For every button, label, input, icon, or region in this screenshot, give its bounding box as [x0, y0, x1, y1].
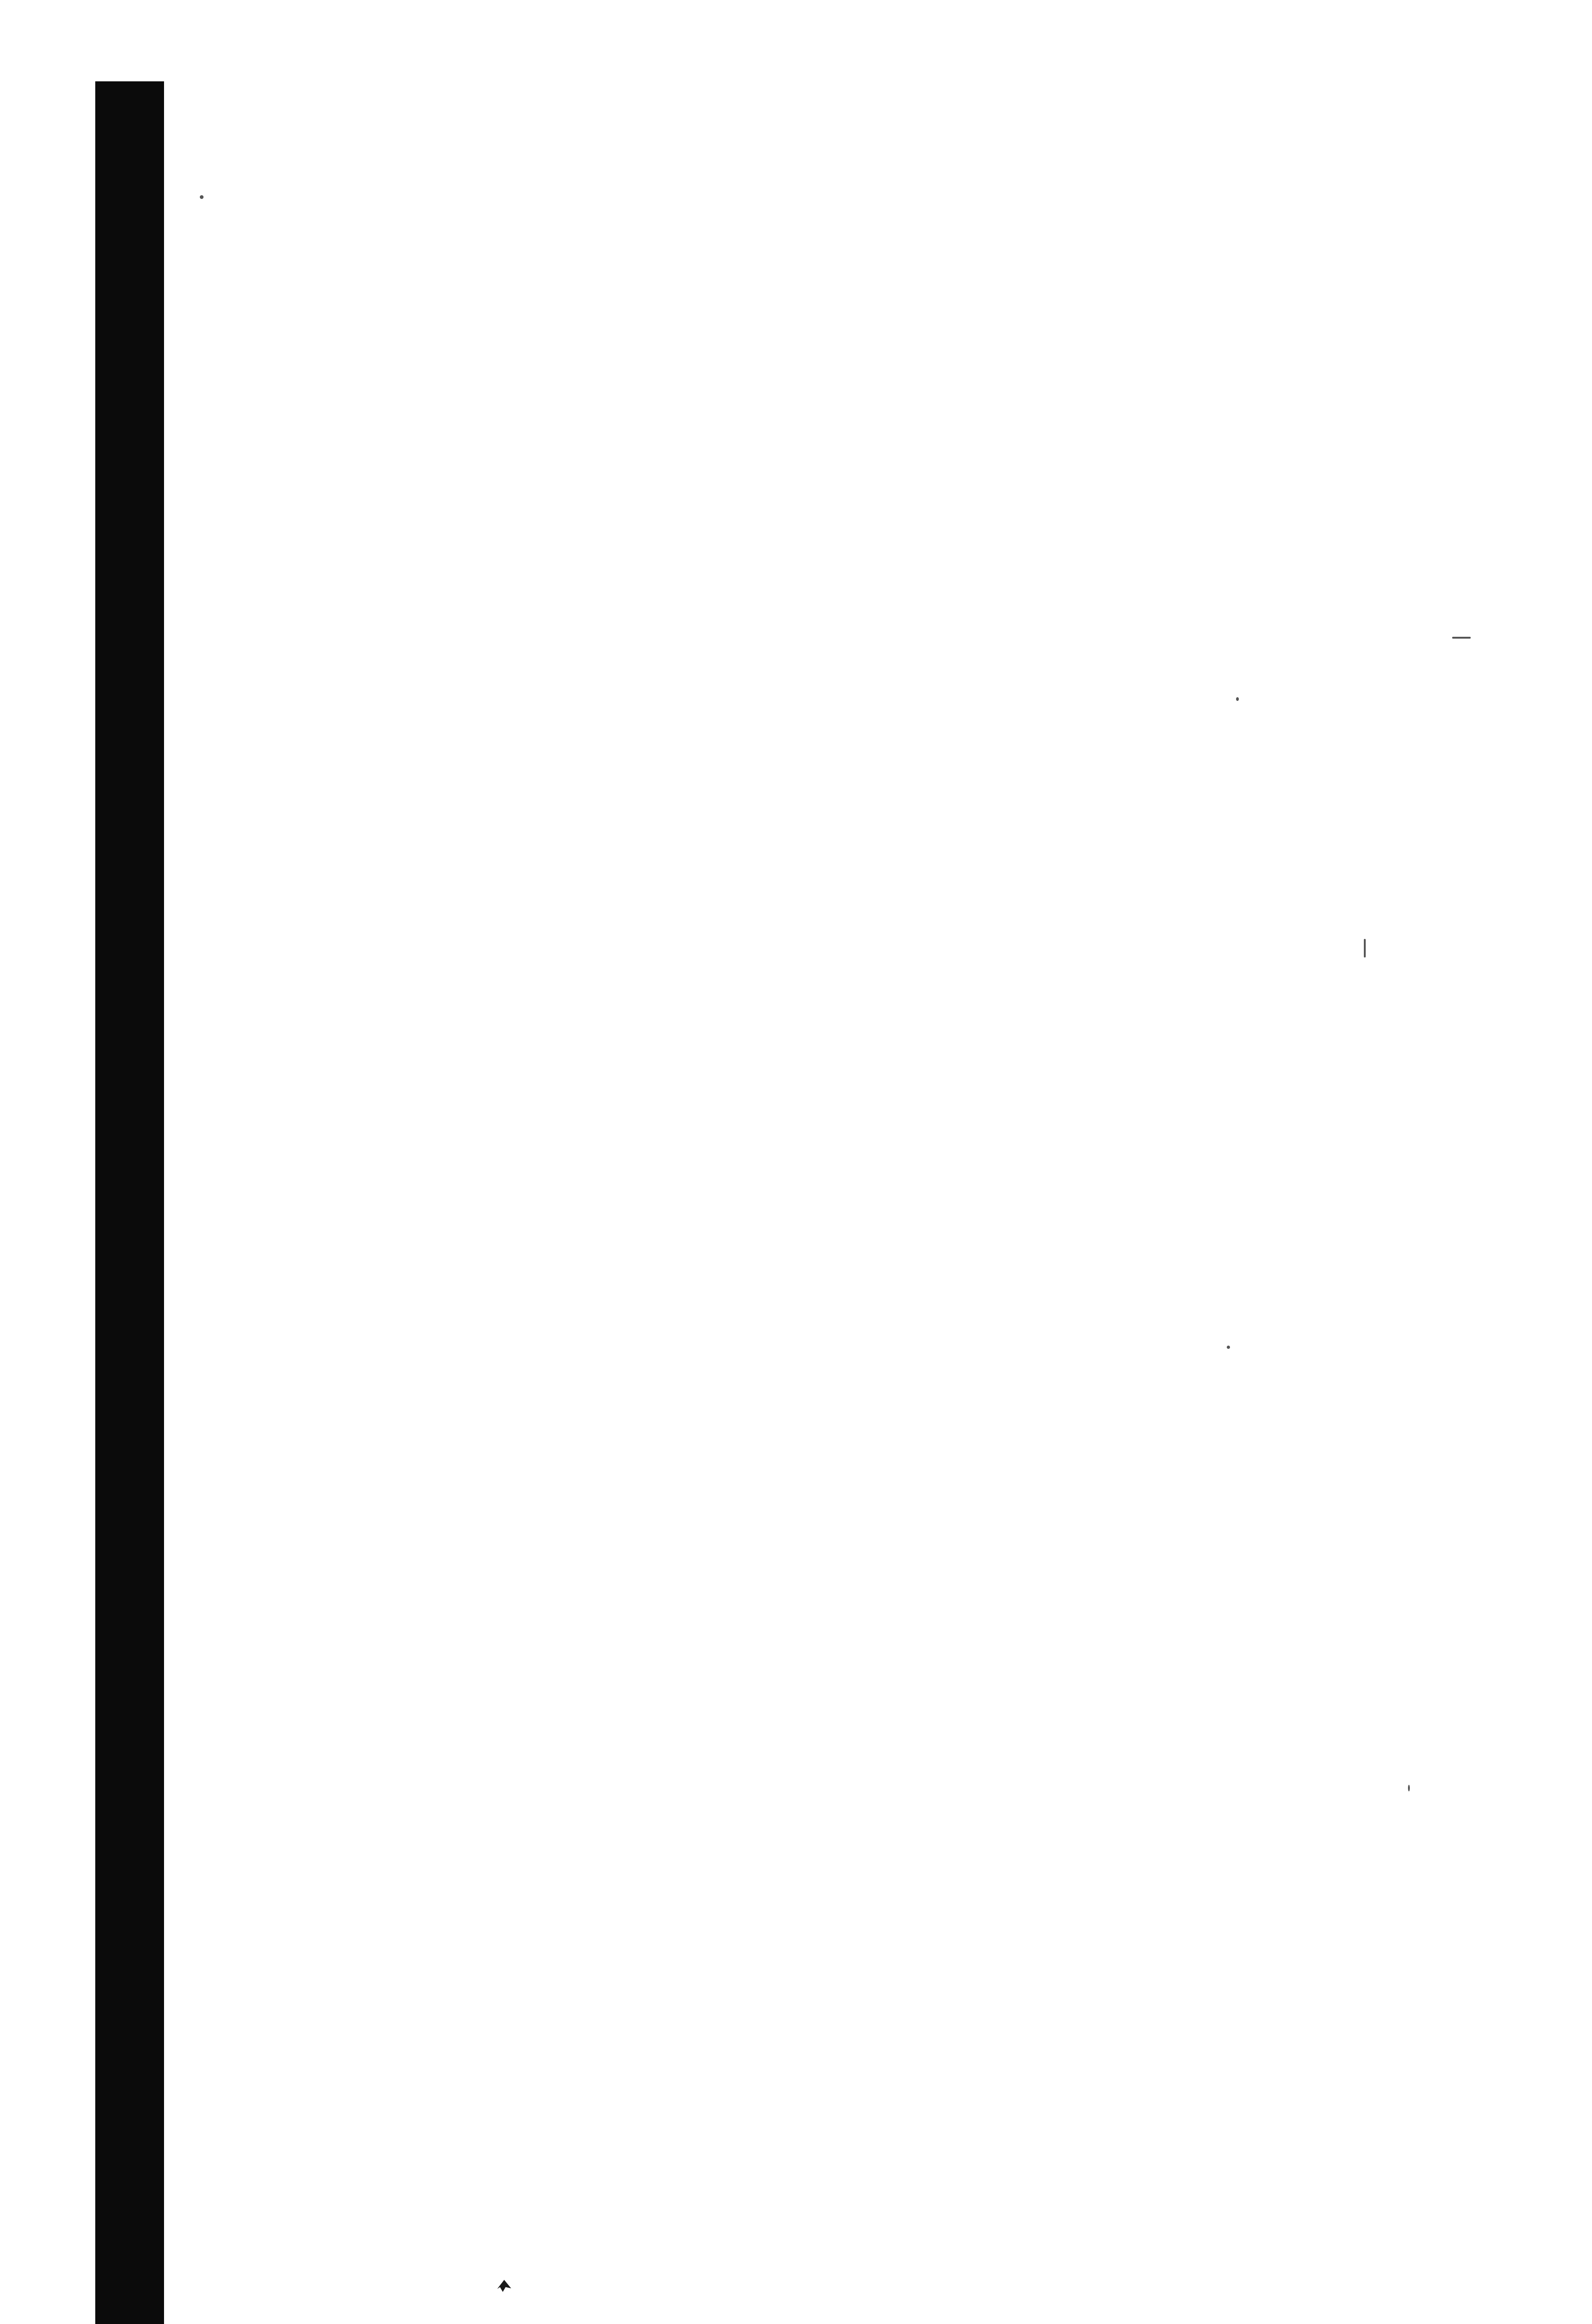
running-head	[179, 263, 1187, 314]
speck	[200, 195, 204, 199]
speck	[1408, 1785, 1410, 1791]
printer-ornament-icon	[497, 2280, 511, 2292]
speck	[1227, 1346, 1230, 1349]
speck	[1452, 637, 1471, 639]
binding-gutter	[95, 81, 164, 2324]
speck	[1236, 697, 1239, 701]
speck	[1364, 939, 1366, 957]
